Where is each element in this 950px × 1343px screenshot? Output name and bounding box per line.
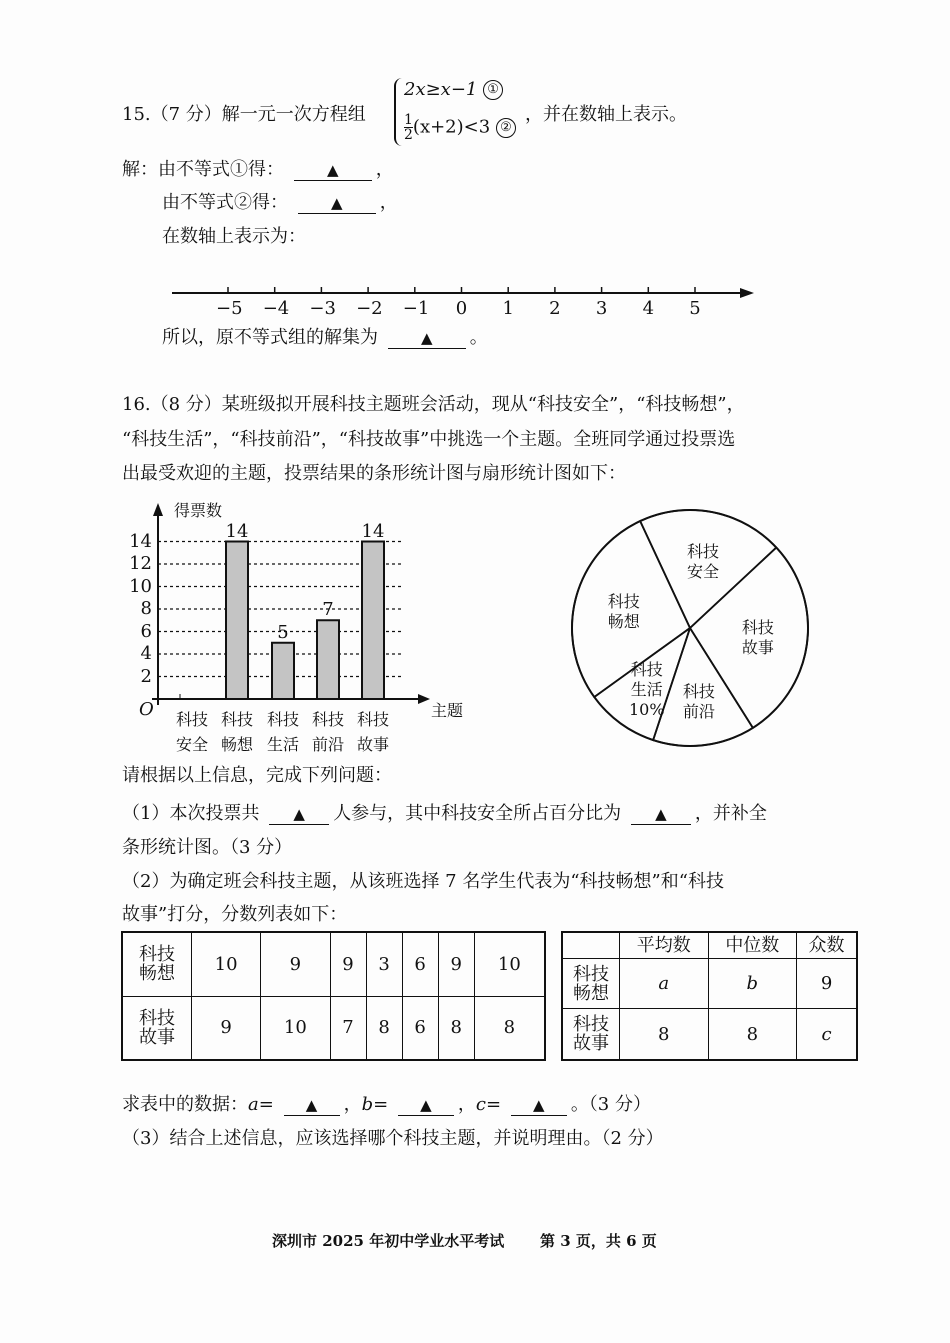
- triangle-icon: ▲: [420, 1096, 432, 1114]
- y-tick-label: 2: [140, 665, 152, 687]
- bar: [272, 643, 294, 699]
- stats-table: [561, 931, 858, 1061]
- pie-label: 科技: [682, 681, 715, 701]
- prompt: 请根据以上信息，完成下列问题：: [122, 765, 392, 786]
- score-cell: 10: [192, 932, 261, 996]
- eq2-text: (x+2)<3: [412, 116, 491, 138]
- comma: ，: [375, 159, 394, 180]
- header-cell: 众数: [797, 932, 857, 959]
- answer-blank-b[interactable]: [398, 1095, 454, 1116]
- x-category-label: 生活: [266, 735, 299, 754]
- y-axis-title: 得票数: [174, 501, 223, 520]
- number-line-label: −2: [356, 298, 383, 319]
- number-line-label: 5: [689, 298, 701, 319]
- y-tick-label: 10: [129, 575, 152, 597]
- scores-table: [121, 931, 546, 1061]
- score-cell: 6: [402, 932, 438, 996]
- number-line-label: 3: [595, 298, 608, 319]
- b-label: b=: [361, 1094, 389, 1115]
- pie-label: 科技: [630, 660, 663, 680]
- x-category-label: 畅想: [220, 735, 253, 754]
- stat-cell: a: [620, 959, 709, 1009]
- q16-line-2: “科技生活”，“科技前沿”，“科技故事”中挑选一个主题。全班同学通过投票选: [122, 429, 736, 450]
- number-line-label: 0: [455, 298, 468, 319]
- pie-label: 故事: [741, 637, 774, 657]
- x-category-label: 安全: [175, 735, 208, 754]
- footer-page: 第 3 页，共 6 页: [540, 1232, 657, 1250]
- q15-prefix: 15.（7 分）解一元一次方程组: [122, 104, 366, 125]
- x-category-label: 前沿: [311, 735, 344, 754]
- x-category-label: 科技: [356, 710, 389, 729]
- part-2: （2）为确定班会科技主题，从该班选择 7 名学生代表为“科技畅想”和“科技: [122, 871, 724, 892]
- triangle-icon: ▲: [305, 1096, 318, 1114]
- triangle-icon: ▲: [420, 329, 433, 347]
- stat-cell: 8: [708, 1009, 797, 1060]
- table-row: [562, 1009, 857, 1060]
- score-cell: 8: [438, 996, 474, 1060]
- score-cell: 8: [474, 996, 545, 1060]
- part-1-cont: 条形统计图。（3 分）: [122, 837, 293, 858]
- x-category-label: 科技: [311, 710, 344, 729]
- pie-label: 畅想: [607, 611, 640, 631]
- bar: [226, 542, 248, 700]
- solution-line-3: 在数轴上表示为：: [162, 226, 306, 247]
- pie-label: 生活: [630, 680, 663, 700]
- row-label: 科技 畅想: [122, 932, 192, 996]
- number-line-label: 1: [502, 298, 514, 319]
- y-tick-label: 6: [140, 620, 152, 642]
- x-category-label: 科技: [175, 710, 208, 729]
- pie-label: 前沿: [682, 701, 715, 721]
- bar-value-label: 7: [322, 599, 334, 621]
- table-row: [122, 932, 545, 996]
- table-row: [562, 959, 857, 1009]
- part-2-cont: 故事”打分，分数列表如下：: [122, 904, 348, 925]
- table-row: [122, 996, 545, 1060]
- eq2-mark: ②: [496, 118, 516, 138]
- answer-blank[interactable]: [631, 804, 691, 825]
- triangle-icon: ▲: [655, 805, 667, 823]
- x-axis-arrow-icon: [418, 694, 430, 704]
- comma: ，: [379, 192, 398, 213]
- y-axis-arrow-icon: [153, 503, 163, 516]
- footer-exam: 深圳市 2025 年初中学业水平考试: [272, 1232, 505, 1250]
- triangle-icon: ▲: [533, 1096, 545, 1114]
- table-header-row: [562, 932, 857, 959]
- bar-value-label: 5: [277, 621, 289, 643]
- y-tick-label: 8: [140, 598, 152, 619]
- score-cell: 9: [330, 932, 366, 996]
- stat-cell: 9: [797, 959, 857, 1009]
- part-3: （3）结合上述信息，应该选择哪个科技主题，并说明理由。（2 分）: [122, 1128, 664, 1149]
- eq1-mark: ①: [483, 80, 503, 100]
- row-label: 科技 故事: [122, 996, 192, 1060]
- pie-label: 安全: [687, 561, 720, 581]
- pie-label: 科技: [741, 617, 774, 637]
- numerator: 1: [404, 112, 413, 128]
- c-label: c=: [475, 1094, 502, 1115]
- answer-blank-a[interactable]: [284, 1095, 340, 1116]
- stat-cell: 8: [620, 1009, 709, 1060]
- row-label: 科技 故事: [562, 1009, 620, 1060]
- score-cell: 10: [474, 932, 545, 996]
- triangle-icon: ▲: [330, 194, 343, 212]
- y-tick-label: 4: [140, 643, 152, 664]
- x-category-label: 科技: [266, 710, 299, 729]
- header-cell: 平均数: [620, 932, 709, 959]
- row-label: 科技 畅想: [562, 959, 620, 1009]
- answer-blank[interactable]: [269, 804, 329, 825]
- score-cell: 9: [438, 932, 474, 996]
- q16-line-3: 出最受欢迎的主题，投票结果的条形统计图与扇形统计图如下：: [122, 463, 626, 484]
- denominator: 2: [404, 127, 413, 143]
- x-category-label: 故事: [356, 735, 389, 754]
- stat-cell: b: [708, 959, 797, 1009]
- x-category-label: 科技: [220, 710, 253, 729]
- text: 。（3 分）: [570, 1094, 651, 1115]
- bar-value-label: 14: [225, 520, 249, 542]
- pie-percent-label: 10%: [629, 700, 665, 720]
- corner-cell: [562, 932, 620, 959]
- score-cell: 9: [261, 932, 330, 996]
- part-1: [122, 803, 767, 825]
- y-tick-label: 12: [129, 553, 152, 574]
- part-2-question: 求表中的数据：a= ▲ ，b= ▲ ，c= ▲ 。（3 分）: [122, 1094, 651, 1115]
- score-cell: 6: [402, 996, 438, 1060]
- number-line-label: −1: [402, 298, 430, 319]
- score-cell: 10: [261, 996, 330, 1060]
- text: 求表中的数据：: [122, 1094, 248, 1115]
- score-cell: 8: [366, 996, 402, 1060]
- number-line-label: 2: [549, 298, 561, 319]
- period: 。: [469, 327, 488, 348]
- x-axis-title: 主题: [431, 701, 464, 720]
- p1-text: （1）本次投票共: [122, 803, 260, 824]
- bar: [317, 620, 339, 699]
- q16-line-1: 16.（8 分）某班级拟开展科技主题班会活动，现从“科技安全”，“科技畅想”，: [122, 394, 745, 415]
- pie-label: 科技: [607, 591, 640, 611]
- triangle-icon: ▲: [326, 161, 339, 179]
- stat-cell: c: [797, 1009, 857, 1060]
- header-cell: 中位数: [708, 932, 797, 959]
- sol-text: 由不等式①得：: [158, 159, 284, 180]
- conclusion-text: 所以，原不等式组的解集为: [162, 327, 378, 348]
- q15-suffix: ，并在数轴上表示。: [525, 104, 687, 125]
- eq1-text: 2x≥x−1: [404, 79, 478, 100]
- sol-label: 解：: [122, 159, 158, 180]
- bar: [362, 542, 384, 700]
- origin-label: O: [139, 699, 154, 720]
- triangle-icon: ▲: [293, 805, 305, 823]
- sol-text: 由不等式②得：: [162, 192, 288, 213]
- number-line-label: −3: [309, 298, 336, 319]
- y-tick-label: 14: [129, 530, 152, 552]
- number-line-label: −5: [216, 298, 243, 319]
- score-cell: 7: [330, 996, 366, 1060]
- bar-value-label: 14: [361, 520, 385, 542]
- number-line-label: −4: [262, 298, 290, 319]
- p1-text: 人参与，其中科技安全所占百分比为: [333, 803, 622, 824]
- p1-text: ，并补全: [694, 803, 767, 824]
- answer-blank-c[interactable]: [511, 1095, 567, 1116]
- number-line-label: 4: [642, 298, 655, 319]
- a-label: a=: [248, 1094, 274, 1115]
- score-cell: 9: [192, 996, 261, 1060]
- pie-label: 科技: [687, 541, 720, 561]
- score-cell: 3: [366, 932, 402, 996]
